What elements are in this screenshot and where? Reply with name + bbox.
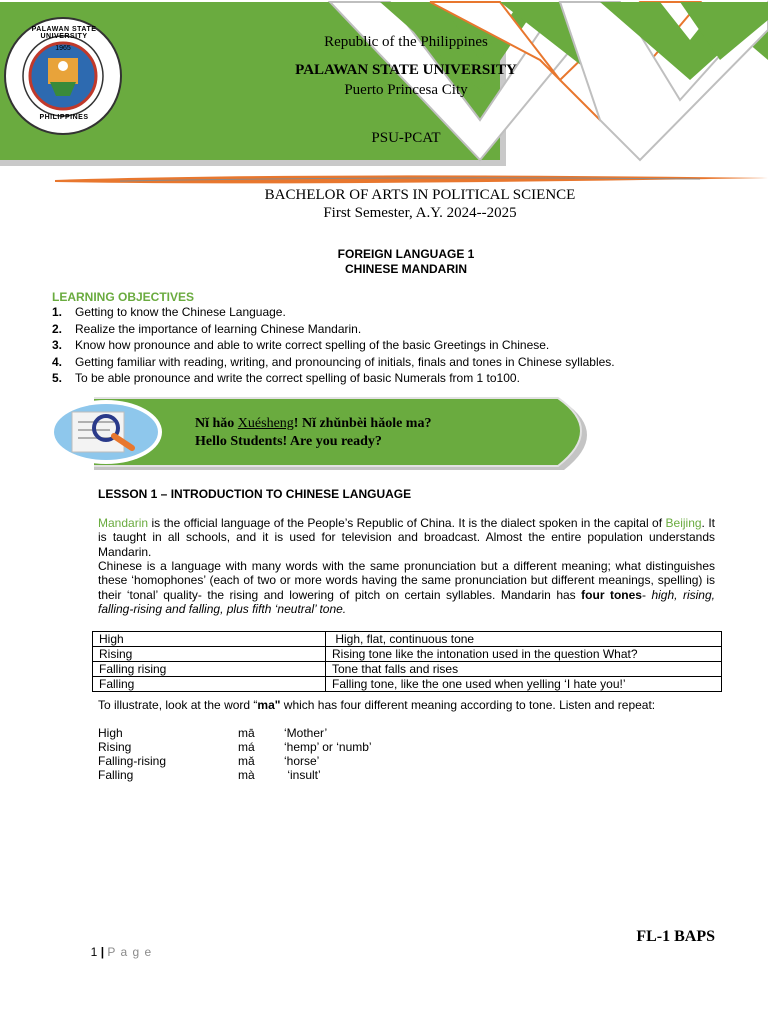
objective-number: 4. xyxy=(52,354,63,369)
objective-item xyxy=(52,370,752,387)
objective-number: 1. xyxy=(52,305,63,319)
tones-table xyxy=(92,631,722,692)
objective-number: 3. xyxy=(52,338,63,353)
example-meaning: ‘hemp’ or ‘numb’ xyxy=(284,740,372,754)
table-row xyxy=(93,677,722,692)
program-semester: First Semester, A.Y. 2024--2025 xyxy=(323,205,517,221)
example-meaning: ‘horse’ xyxy=(284,754,320,768)
illustrate-post: which has four different meaning according to tone. Listen and repeat: xyxy=(280,698,656,712)
header-university: PALAWAN STATE UNIVERSITY xyxy=(295,62,517,78)
objective-item xyxy=(52,337,752,354)
greeting-word: Xuésheng xyxy=(237,416,294,431)
p2-dash: - xyxy=(641,587,652,602)
objective-item xyxy=(52,354,752,371)
table-row xyxy=(93,647,722,662)
p1-text-b: . It is taught in all schools, and it is used for television and broadcast. Almost the entire population understands Mandarin. xyxy=(98,516,715,559)
example-pinyin: má xyxy=(238,740,255,754)
objectives-heading: LEARNING OBJECTIVES xyxy=(52,290,195,304)
illustrate-word: ma" xyxy=(257,698,281,712)
seal-year: 1965 xyxy=(55,45,71,52)
example-tone: Rising xyxy=(98,740,132,754)
example-tone: High xyxy=(98,726,123,740)
example-tone: Falling-rising xyxy=(98,754,167,768)
example-meaning: ‘insult’ xyxy=(284,768,321,782)
table-cell-tone: Falling rising xyxy=(93,662,326,677)
lesson-title: LESSON 1 – INTRODUCTION TO CHINESE LANGUAGE xyxy=(98,487,412,501)
mandarin-highlight: Mandarin xyxy=(98,516,149,530)
p2-text: Chinese is a language with many words with the same pronunciation but a different meaning; what distinguishes these ‘homophones’ (each of two or more words having the same pronunciation but different meanings, spelling) is their ‘tonal’ quality- the rising and lowering of pitch on certain syllables. Mandarin has xyxy=(98,559,715,602)
example-pinyin: mā xyxy=(238,726,255,740)
seal-ring-text-top: PALAWAN STATE UNIVERSITY xyxy=(31,26,97,40)
example-meaning: ‘Mother’ xyxy=(284,726,328,740)
course-line1: FOREIGN LANGUAGE 1 xyxy=(337,247,475,261)
example-pinyin: mǎ xyxy=(238,754,255,768)
table-cell-description: High, flat, continuous tone xyxy=(326,632,722,647)
objective-number: 2. xyxy=(52,321,63,336)
table-cell-tone: High xyxy=(93,632,326,647)
table-cell-description: Rising tone like the intonation used in the question What? xyxy=(326,647,722,662)
footer-course-code: FL-1 BAPS xyxy=(636,928,715,945)
program-title: BACHELOR OF ARTS IN POLITICAL SCIENCE xyxy=(264,187,576,203)
objective-text: To be able pronounce and write the correct spelling of basic Numerals from 1 to100. xyxy=(75,371,520,386)
example-tone: Falling xyxy=(98,768,134,782)
objective-item xyxy=(52,304,752,321)
objective-text: Know how pronounce and able to write correct spelling of the basic Greetings in Chinese. xyxy=(75,338,550,353)
lesson-paragraph-1 xyxy=(98,516,715,559)
course-line2: CHINESE MANDARIN xyxy=(344,262,467,276)
greeting-post: ! Nǐ zhǔnbèi hǎole ma? xyxy=(293,416,432,431)
objective-item xyxy=(52,321,752,338)
table-cell-tone: Rising xyxy=(93,647,326,662)
objective-text: Getting to know the Chinese Language. xyxy=(75,305,286,319)
table-cell-tone: Falling xyxy=(93,677,326,692)
p2-italic: high, rising, falling-rising and falling, plus fifth ‘neutral’ tone. xyxy=(98,587,715,617)
illustrate-pre: To illustrate, look at the word “ xyxy=(98,698,258,712)
header-country: Republic of the Philippines xyxy=(324,34,488,50)
example-pinyin: mà xyxy=(238,768,255,782)
greeting-chinese xyxy=(195,416,431,432)
greeting-pre: Nǐ hǎo xyxy=(195,416,238,431)
p2-bold: four tones xyxy=(581,587,642,602)
magnifier-document-icon xyxy=(50,400,162,464)
table-row xyxy=(93,662,722,677)
table-row xyxy=(93,632,722,647)
beijing-highlight: Beijing xyxy=(665,516,702,530)
header-campus: PSU-PCAT xyxy=(371,130,441,146)
page-number: 1 xyxy=(90,945,98,959)
page-separator: | xyxy=(97,945,108,959)
p1-text-a: is the official language of the People’s Republic of China. It is the dialect spoken in the capital of xyxy=(148,516,666,530)
table-cell-description: Tone that falls and rises xyxy=(326,662,722,677)
header-city: Puerto Princesa City xyxy=(344,82,468,98)
page-footer xyxy=(84,931,152,959)
page-label: P a g e xyxy=(107,945,153,959)
objectives-list xyxy=(52,304,752,387)
greeting-english: Hello Students! Are you ready? xyxy=(195,434,382,449)
illustrate-sentence xyxy=(98,698,655,712)
lesson-paragraph-2 xyxy=(98,559,715,617)
objective-text: Realize the importance of learning Chinese Mandarin. xyxy=(75,321,362,336)
table-cell-description: Falling tone, like the one used when yelling ‘I hate you!’ xyxy=(326,677,722,692)
objective-text: Getting familiar with reading, writing, and pronouncing of initials, finals and tones in Chinese syllables. xyxy=(75,354,615,369)
objective-number: 5. xyxy=(52,371,63,386)
seal-ring-text-bottom: PHILIPPINES xyxy=(39,114,89,121)
